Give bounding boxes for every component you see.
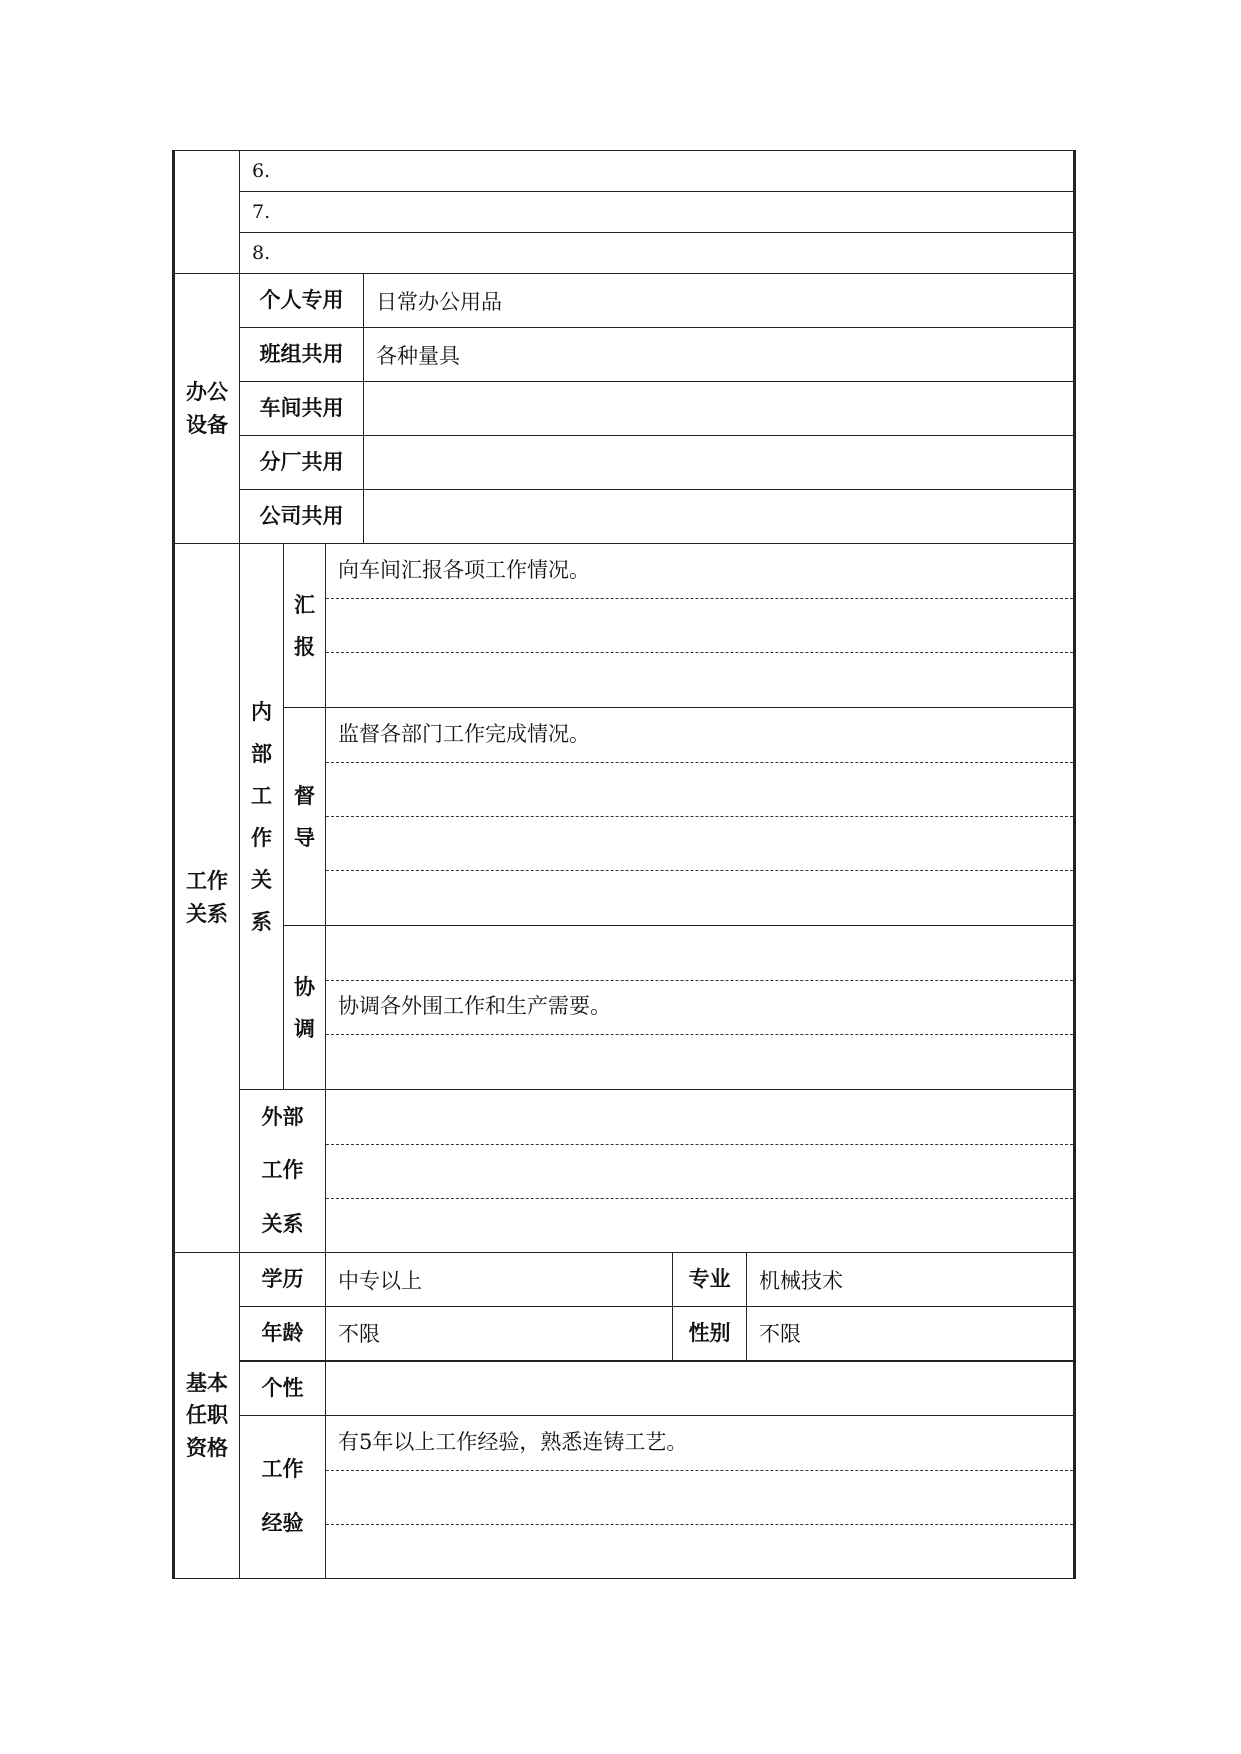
external-line: 外部 bbox=[261, 1104, 304, 1129]
supervise-label bbox=[284, 708, 326, 926]
experience-label bbox=[240, 1416, 326, 1579]
dashed-rule bbox=[326, 598, 1073, 599]
major-label: 专业 bbox=[673, 1253, 747, 1307]
supervise-char: 督 bbox=[294, 783, 315, 808]
numbered-row-7: 7. bbox=[240, 192, 1075, 233]
work-relations-row bbox=[174, 926, 1075, 1090]
dashed-rule bbox=[326, 1198, 1073, 1199]
age-label: 年龄 bbox=[240, 1307, 326, 1361]
equipment-value-workshop bbox=[364, 382, 1075, 436]
internal-relations-label bbox=[240, 544, 284, 1090]
equipment-label-personal: 个人专用 bbox=[240, 274, 364, 328]
qualifications-section-label bbox=[174, 1253, 240, 1579]
major-value: 机械技术 bbox=[747, 1253, 1075, 1307]
report-content bbox=[326, 544, 1075, 708]
supervise-char: 导 bbox=[294, 825, 315, 850]
gender-label: 性别 bbox=[673, 1307, 747, 1361]
experience-line: 工作 bbox=[261, 1457, 304, 1482]
coordinate-char: 调 bbox=[294, 1016, 315, 1041]
coordinate-text: 协调各外围工作和生产需要。 bbox=[338, 994, 611, 1018]
internal-char: 内 bbox=[251, 699, 272, 724]
internal-char: 工 bbox=[251, 783, 272, 808]
external-line: 工作 bbox=[261, 1158, 304, 1183]
qualifications-row bbox=[174, 1416, 1075, 1579]
numbered-row bbox=[174, 233, 1075, 274]
office-equipment-row bbox=[174, 382, 1075, 436]
coordinate-label bbox=[284, 926, 326, 1090]
equipment-label-team: 班组共用 bbox=[240, 328, 364, 382]
work-relations-row bbox=[174, 544, 1075, 708]
numbered-rows-blank-label bbox=[174, 151, 240, 274]
equipment-value-branch bbox=[364, 436, 1075, 490]
numbered-row-8: 8. bbox=[240, 233, 1075, 274]
coordinate-char: 协 bbox=[294, 974, 315, 999]
education-label: 学历 bbox=[240, 1253, 326, 1307]
office-equipment-section-label bbox=[174, 274, 240, 544]
qual-label-line: 基本 bbox=[186, 1370, 228, 1395]
numbered-row bbox=[174, 192, 1075, 233]
numbered-row bbox=[174, 151, 1075, 192]
age-value: 不限 bbox=[326, 1307, 673, 1361]
experience-text: 有5年以上工作经验，熟悉连铸工艺。 bbox=[338, 1430, 688, 1454]
report-text: 向车间汇报各项工作情况。 bbox=[338, 558, 590, 582]
office-equipment-row bbox=[174, 490, 1075, 544]
equipment-value-company bbox=[364, 490, 1075, 544]
internal-char: 系 bbox=[251, 909, 272, 934]
experience-content bbox=[326, 1416, 1075, 1579]
office-equipment-row bbox=[174, 328, 1075, 382]
personality-value bbox=[326, 1361, 1075, 1416]
supervise-text: 监督各部门工作完成情况。 bbox=[338, 722, 590, 746]
dashed-rule bbox=[326, 1524, 1073, 1525]
dashed-rule bbox=[326, 816, 1073, 817]
internal-char: 关 bbox=[251, 867, 272, 892]
job-form-table bbox=[172, 150, 1076, 1579]
qual-label-line: 资格 bbox=[186, 1435, 228, 1460]
equipment-value-personal: 日常办公用品 bbox=[364, 274, 1075, 328]
experience-line: 经验 bbox=[261, 1511, 304, 1535]
work-relations-section-label bbox=[174, 544, 240, 1253]
work-relations-row bbox=[174, 1090, 1075, 1253]
internal-char: 部 bbox=[251, 741, 272, 766]
dashed-rule bbox=[326, 762, 1073, 763]
coordinate-content bbox=[326, 926, 1075, 1090]
dashed-rule bbox=[326, 1034, 1073, 1035]
equipment-value-team: 各种量具 bbox=[364, 328, 1075, 382]
external-content bbox=[326, 1090, 1075, 1253]
work-relations-row bbox=[174, 708, 1075, 926]
relations-label-line2: 关系 bbox=[186, 902, 228, 926]
equipment-label-company: 公司共用 bbox=[240, 490, 364, 544]
external-line: 关系 bbox=[261, 1211, 304, 1236]
office-label-line1: 办公 bbox=[186, 379, 228, 404]
qualifications-row bbox=[174, 1307, 1075, 1361]
external-relations-label bbox=[240, 1090, 326, 1253]
qualifications-row bbox=[174, 1253, 1075, 1307]
numbered-row-6: 6. bbox=[240, 151, 1075, 192]
equipment-label-branch: 分厂共用 bbox=[240, 436, 364, 490]
dashed-rule bbox=[326, 1144, 1073, 1145]
dashed-rule bbox=[326, 980, 1073, 981]
dashed-rule bbox=[326, 870, 1073, 871]
qual-label-line: 任职 bbox=[186, 1403, 228, 1428]
report-char: 报 bbox=[294, 634, 315, 659]
job-description-sheet bbox=[172, 150, 1073, 1579]
office-equipment-row bbox=[174, 436, 1075, 490]
personality-label: 个性 bbox=[240, 1361, 326, 1416]
dashed-rule bbox=[326, 652, 1073, 653]
report-label bbox=[284, 544, 326, 708]
equipment-label-workshop: 车间共用 bbox=[240, 382, 364, 436]
education-value: 中专以上 bbox=[326, 1253, 673, 1307]
dashed-rule bbox=[326, 1470, 1073, 1471]
report-char: 汇 bbox=[294, 592, 315, 617]
qualifications-row bbox=[174, 1361, 1075, 1416]
internal-char: 作 bbox=[251, 825, 272, 850]
supervise-content bbox=[326, 708, 1075, 926]
relations-label-line1: 工作 bbox=[186, 869, 228, 894]
office-equipment-row bbox=[174, 274, 1075, 328]
office-label-line2: 设备 bbox=[186, 412, 228, 437]
gender-value: 不限 bbox=[747, 1307, 1075, 1361]
